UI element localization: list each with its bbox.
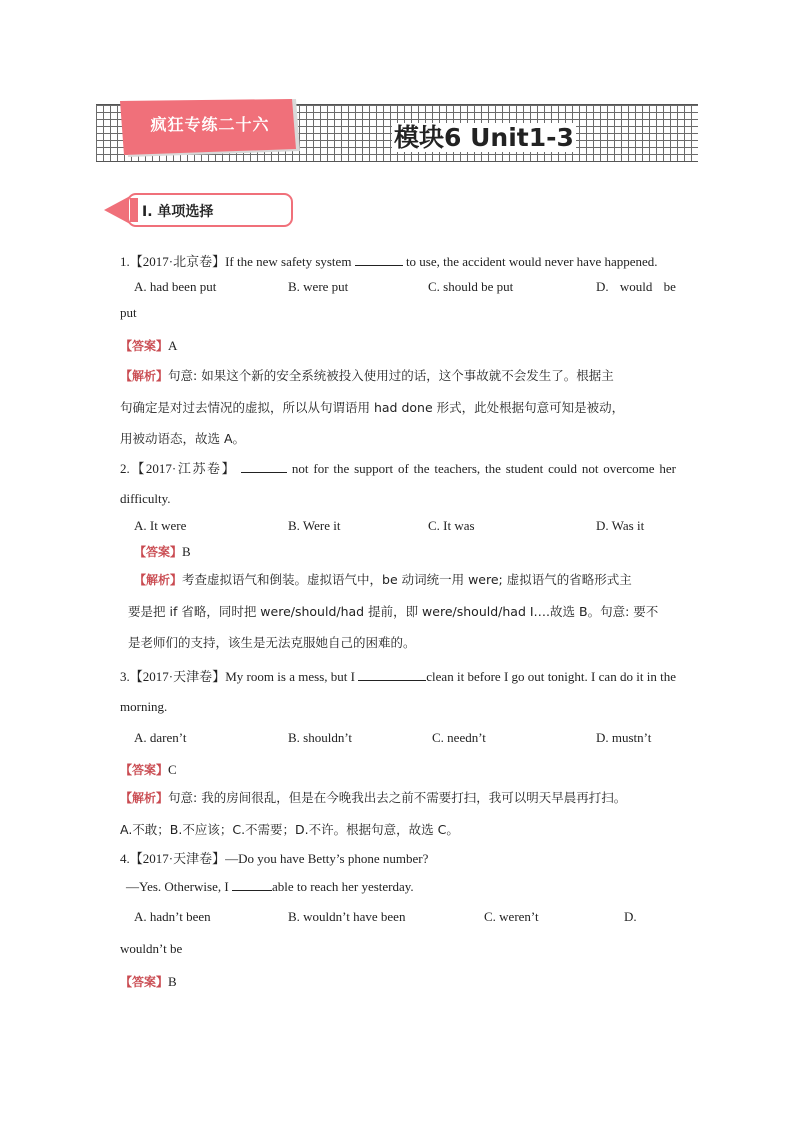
option-row <box>120 722 676 756</box>
option-a: A. It were <box>134 518 187 533</box>
option-b: B. were put <box>288 279 349 294</box>
question-stem: 4.【2017·天津卷】—Do you have Betty’s phone number? <box>120 851 429 866</box>
option-c: C. weren’t <box>484 909 539 924</box>
page-title: 模块6 Unit1-3 <box>394 123 574 152</box>
explanation: 【解析】句意: 我的房间很乱，但是在今晚我出去之前不需要打扫，我可以明天早晨再打扫。 A.不敢；B.不应该；C.不需要；D.不许。根据句意，故选 C。 <box>120 790 627 837</box>
explanation: 【解析】考查虚拟语气和倒装。虚拟语气中，be 动词统一用 were; 虚拟语气的省略形式主 要是把 if 省略，同时把 were/should/had 提前，即 were/should/had I….故选 B。句意: 要不 是老师们的支持，该生是无法克服她自己的困难的。 <box>128 572 659 650</box>
question-1 <box>120 252 676 454</box>
option-d: D. Was it <box>596 518 645 533</box>
answer-label: 【答案】 <box>120 339 169 353</box>
question-stem: 3.【2017·天津卷】My room is a mess, but I clean it before I go out tonight. I can do it in the morning. <box>120 669 676 714</box>
answer-line <box>120 542 676 562</box>
answer-blank <box>232 878 272 891</box>
option-b: B. shouldn’t <box>288 730 353 745</box>
answer-line <box>120 336 676 356</box>
answer-value: B <box>168 974 177 989</box>
answer-value: A <box>168 338 178 353</box>
option-row <box>120 514 676 536</box>
answer-blank <box>355 253 403 266</box>
explanation-label: 【解析】 <box>120 369 169 383</box>
answer-label: 【答案】 <box>120 975 169 989</box>
header-tag-label: 疯狂专练二十六 <box>150 115 270 134</box>
option-b: B. Were it <box>288 518 341 533</box>
question-stem: 1.【2017·北京卷】If the new safety system to use, the accident would never have happened. <box>120 254 658 269</box>
option-a: A. hadn’t been <box>134 909 211 924</box>
explanation: 【解析】句意: 如果这个新的安全系统被投入使用过的话，这个事故就不会发生了。根据主 句确定是对过去情况的虚拟，所以从句谓语用 had done 形式，此处根据句意可知是被动， 用被动语态，故选 A。 <box>120 368 625 446</box>
question-4 <box>120 845 676 992</box>
option-overflow: put <box>120 305 137 320</box>
question-stem-line2: —Yes. Otherwise, I able to reach her yesterday. <box>126 879 414 894</box>
question-3 <box>120 662 676 845</box>
question-2 <box>120 454 676 658</box>
answer-value: B <box>182 544 191 559</box>
option-a: A. had been put <box>134 279 217 294</box>
answer-label: 【答案】 <box>134 545 183 559</box>
option-b: B. wouldn’t have been <box>288 909 406 924</box>
answer-line <box>120 760 676 780</box>
answer-value: C <box>168 762 177 777</box>
option-d: D. <box>624 909 637 924</box>
option-d: D. would be <box>596 279 676 294</box>
answer-blank <box>241 460 287 473</box>
option-d: D. mustn’t <box>596 730 652 745</box>
option-c: C. should be put <box>428 279 514 294</box>
answer-line <box>120 972 676 992</box>
option-row <box>120 271 676 299</box>
option-a: A. daren’t <box>134 730 187 745</box>
option-c: C. It was <box>428 518 475 533</box>
answer-label: 【答案】 <box>120 763 169 777</box>
option-c: C. needn’t <box>432 730 486 745</box>
explanation-label: 【解析】 <box>120 791 169 805</box>
question-list <box>120 252 676 992</box>
explanation-label: 【解析】 <box>134 573 183 587</box>
question-stem: 2.【2017·江苏卷】 not for the support of the teachers, the student could not overcome her difficulty. <box>120 461 676 506</box>
option-overflow: wouldn’t be <box>120 941 183 956</box>
answer-blank <box>358 668 426 681</box>
option-row <box>120 901 676 933</box>
section-heading-label: Ⅰ. 单项选择 <box>142 204 214 220</box>
